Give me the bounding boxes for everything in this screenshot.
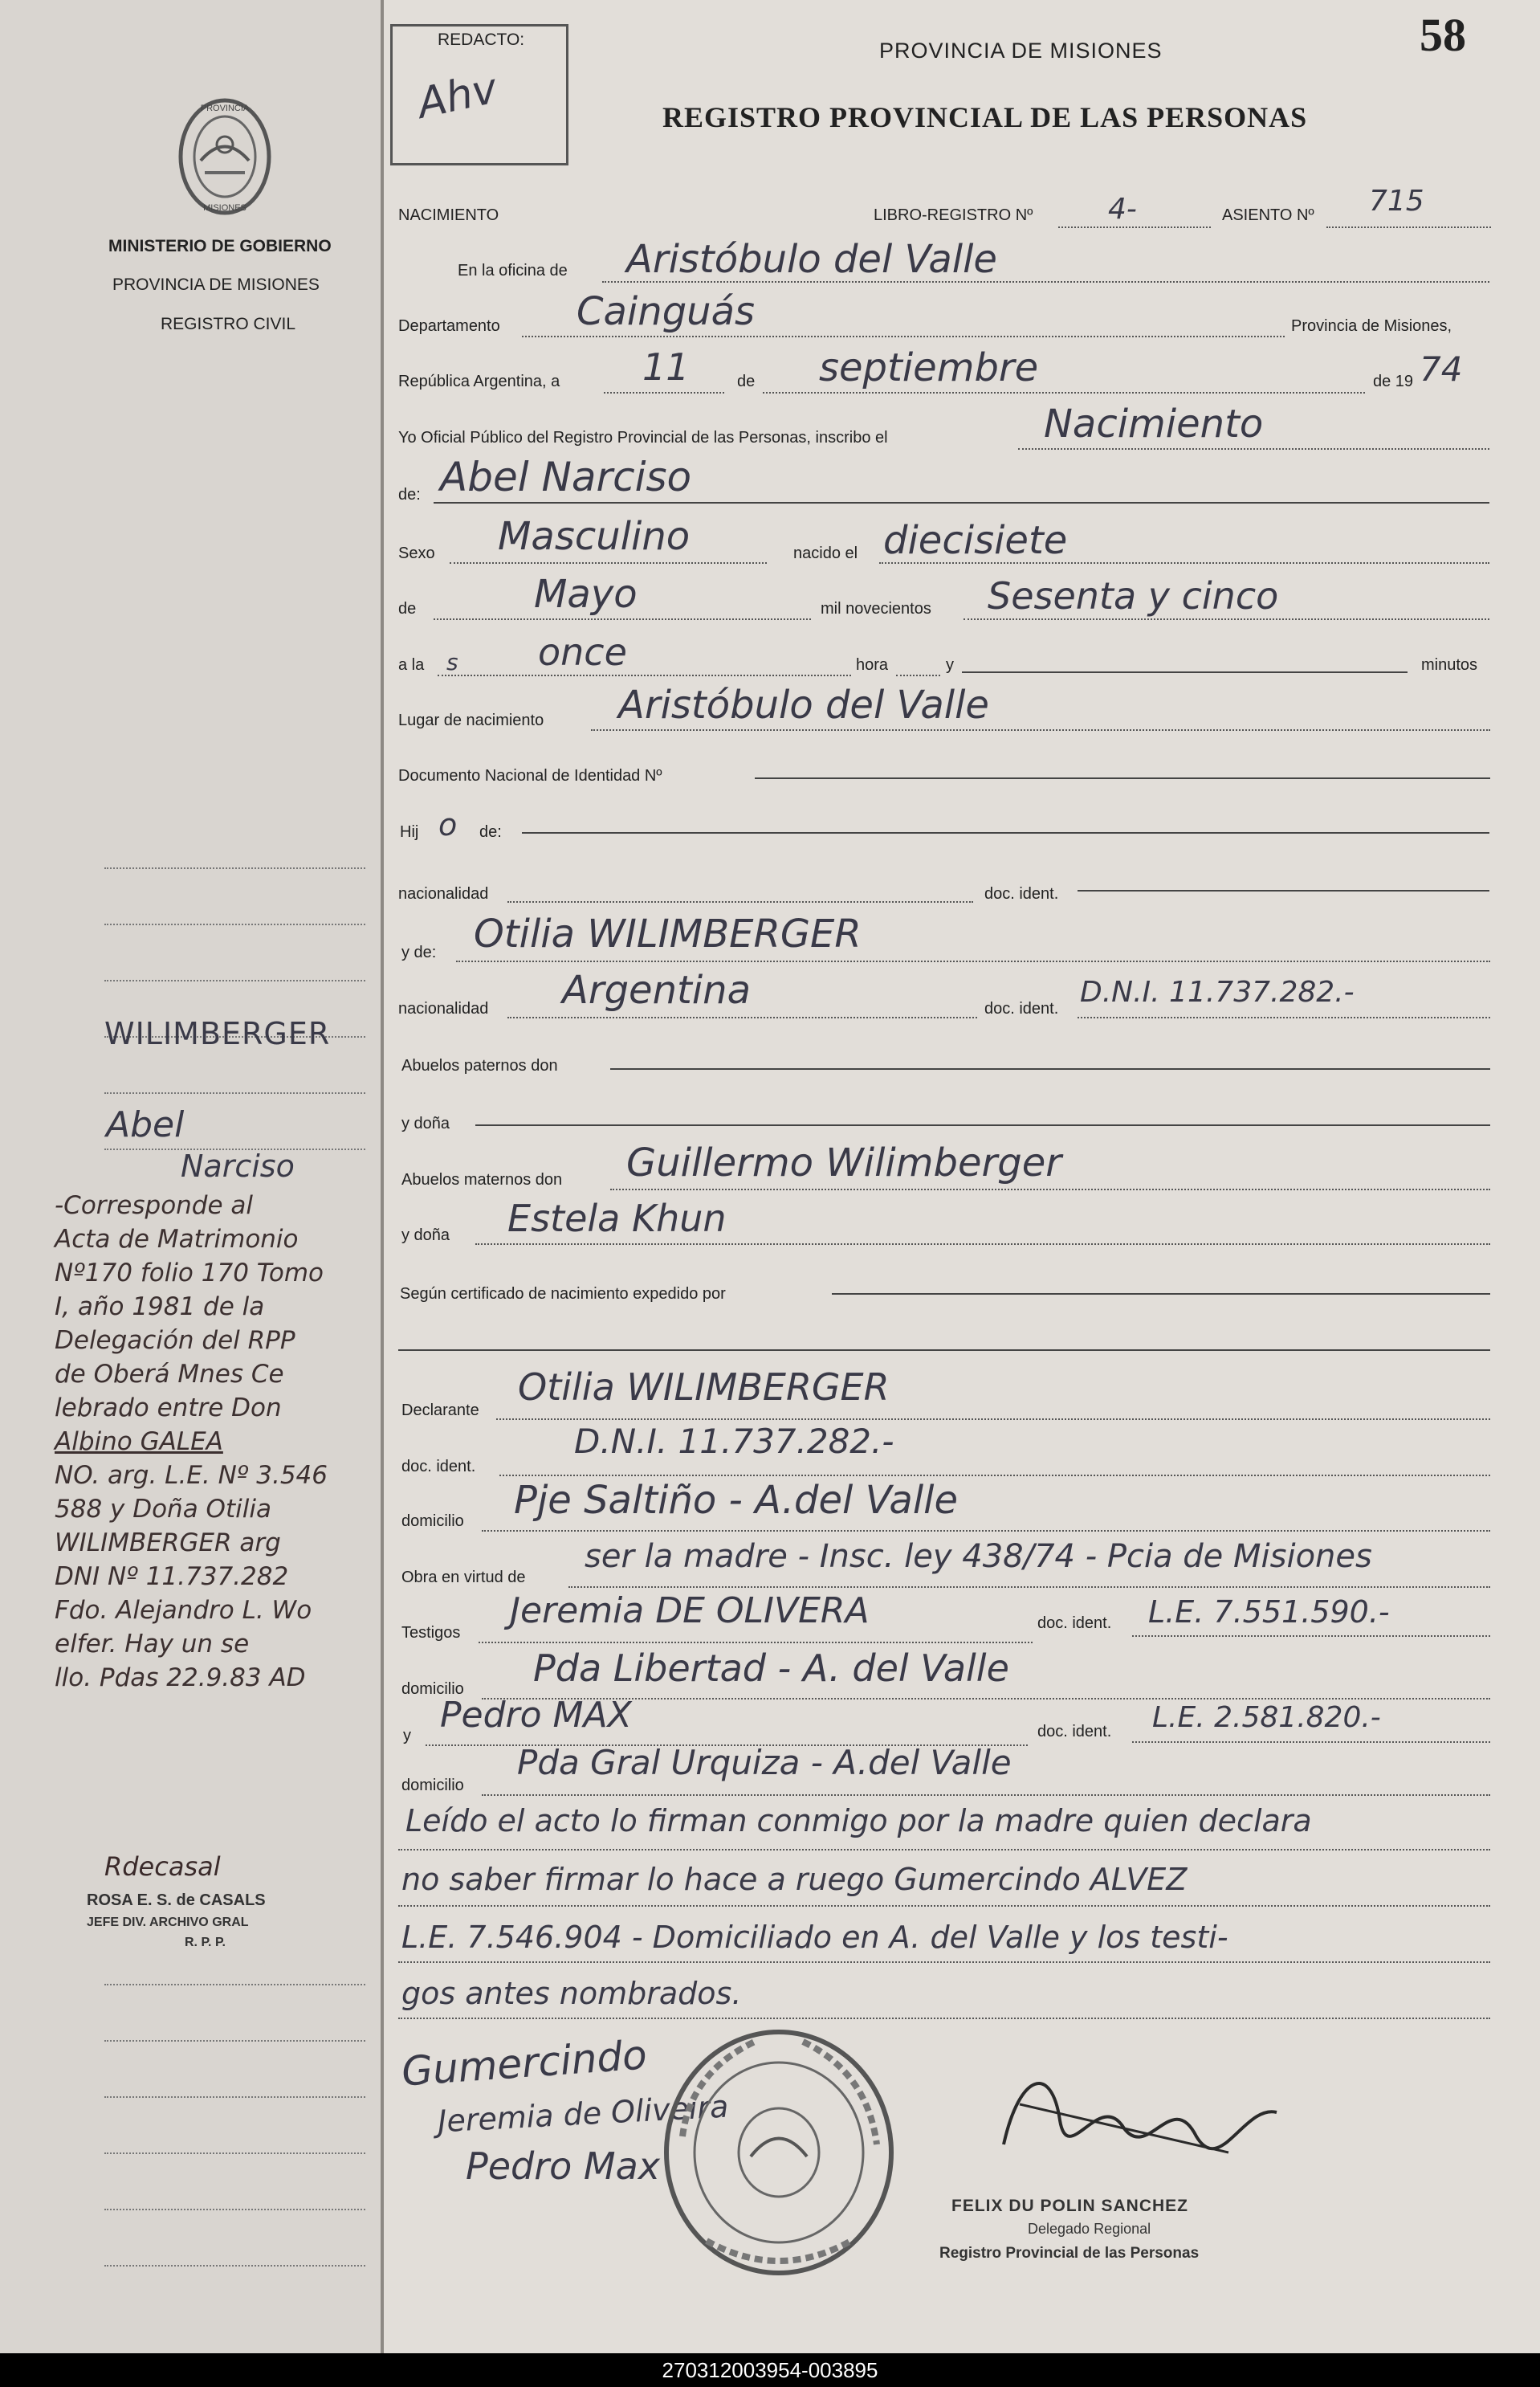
doc-ident5-line <box>1132 1741 1490 1743</box>
official-round-seal <box>658 2024 899 2281</box>
obra-label: Obra en virtud de <box>401 1569 526 1586</box>
mil-label: mil novecientos <box>821 600 931 618</box>
footer-id-bar: 270312003954-003895 <box>0 2353 1540 2387</box>
sexo-value: Masculino <box>498 514 691 559</box>
margin-note-line: Nº170 folio 170 Tomo <box>55 1259 324 1287</box>
departamento-label: Departamento <box>398 317 500 335</box>
doc-ident5-value: L.E. 2.581.820.- <box>1152 1701 1381 1734</box>
nacido-label: nacido el <box>793 545 858 562</box>
oficina-label: En la oficina de <box>458 262 568 280</box>
domicilio1-value: Pje Saltiño - A.del Valle <box>514 1478 959 1523</box>
madre-line <box>456 961 1490 962</box>
margin-note-line: Acta de Matrimonio <box>55 1225 299 1254</box>
declarante-label: Declarante <box>401 1402 479 1419</box>
asiento-label: ASIENTO Nº <box>1222 206 1314 224</box>
margin-note-line: Fdo. Alejandro L. Wo <box>55 1596 312 1625</box>
abuelos-pat-label: Abuelos paternos don <box>401 1057 558 1075</box>
signature-pedro: Pedro Max <box>466 2144 661 2188</box>
domicilio3-label: domicilio <box>401 1777 464 1794</box>
dia-value: 11 <box>642 345 690 389</box>
official-title2: Registro Provincial de las Personas <box>939 2245 1200 2262</box>
signature-gumercindo: Gumercindo <box>400 2031 649 2095</box>
ydona1-label: y doña <box>401 1115 450 1132</box>
coat-of-arms-seal <box>169 88 281 225</box>
yde-label: y de: <box>401 944 437 961</box>
segun-label: Según certificado de nacimiento expedido por <box>400 1285 726 1303</box>
nacionalidad2-line <box>507 1017 977 1018</box>
doc-ident4-value: L.E. 7.551.590.- <box>1148 1594 1390 1630</box>
libro-line <box>1058 226 1211 228</box>
hora-line <box>438 675 851 676</box>
mes-nac-value: Mayo <box>534 572 638 617</box>
doc-ident3-label: doc. ident. <box>401 1458 476 1475</box>
domicilio3-value: Pda Gral Urquiza - A.del Valle <box>517 1743 1012 1782</box>
inscribo-line <box>1018 448 1489 450</box>
testigo2-value: Pedro MAX <box>440 1695 632 1736</box>
margin-note <box>55 1189 392 1695</box>
doc-ident5-label: doc. ident. <box>1037 1723 1112 1740</box>
margin-line <box>104 2152 365 2154</box>
abuela-mat-value: Estela Khun <box>507 1197 727 1240</box>
doc-ident2-value: D.N.I. 11.737.282.- <box>1080 976 1355 1009</box>
segun-line2 <box>398 1349 1490 1351</box>
doc-ident3-line <box>499 1475 1490 1476</box>
republica-label: República Argentina, a <box>398 373 560 390</box>
abuela-mat-line <box>475 1243 1490 1245</box>
margin-note-line: elfer. Hay un se <box>55 1630 250 1659</box>
margin-note-line: de Oberá Mnes Ce <box>55 1360 284 1389</box>
nombre-value: Abel Narciso <box>440 454 692 500</box>
testigo1-line <box>479 1642 1033 1643</box>
registry-title: REGISTRO PROVINCIAL DE LAS PERSONAS <box>662 101 1308 133</box>
asiento-value: 715 <box>1369 185 1424 218</box>
observ-line3 <box>398 1961 1490 1963</box>
margin-note-line: Albino GALEA <box>55 1427 223 1456</box>
padre-line <box>522 832 1489 834</box>
official-name: FELIX DU POLIN SANCHEZ <box>951 2197 1189 2215</box>
margin-line <box>104 980 365 981</box>
yo-oficial-label: Yo Oficial Público del Registro Provincial de las Personas, inscribo el <box>398 429 888 447</box>
libro-label: LIBRO-REGISTRO Nº <box>874 206 1033 224</box>
domicilio2-line <box>482 1698 1490 1699</box>
registro-civil-label: REGISTRO CIVIL <box>161 315 296 333</box>
mes-nac-line <box>434 618 811 620</box>
obra-value: ser la madre - Insc. ley 438/74 - Pcia de Misiones <box>585 1538 1372 1575</box>
redacto-signature: Ahv <box>413 64 502 129</box>
signature-jeremia: Jeremia de Oliveira <box>437 2088 730 2140</box>
de3-label: de <box>398 600 417 618</box>
doc-ident2-label: doc. ident. <box>984 1000 1059 1018</box>
observ-text2: no saber firmar lo hace a ruego Gumercindo ALVEZ <box>401 1862 1188 1897</box>
minutos-line <box>962 671 1408 673</box>
doc-ident4-line <box>1132 1635 1490 1637</box>
anio-value: 74 <box>1420 349 1463 389</box>
margin-line <box>104 2209 365 2210</box>
segun-line <box>832 1293 1490 1295</box>
margin-note-line: DNI Nº 11.737.282 <box>55 1562 289 1591</box>
abuela-pat-line <box>475 1124 1490 1126</box>
dni-label: Documento Nacional de Identidad Nº <box>398 767 662 785</box>
obra-line <box>568 1586 1490 1588</box>
official-title1: Delegado Regional <box>1028 2221 1151 2237</box>
doc-ident3-value: D.N.I. 11.737.282.- <box>574 1422 894 1461</box>
de-label: de <box>737 373 756 390</box>
observ-text1: Leído el acto lo firman conmigo por la madre quien declara <box>405 1803 1312 1838</box>
margin-line <box>104 2040 365 2042</box>
doc-ident1-label: doc. ident. <box>984 885 1059 903</box>
nacido-value: diecisiete <box>883 518 1068 563</box>
abuelo-pat-line <box>610 1068 1490 1070</box>
observ-line2 <box>398 1905 1490 1907</box>
domicilio2-value: Pda Libertad - A. del Valle <box>533 1646 1009 1690</box>
margin-divider <box>381 0 384 2353</box>
observ-line4 <box>398 2018 1490 2019</box>
ministry-label: MINISTERIO DE GOBIERNO <box>108 237 332 255</box>
hijo-label: Hij <box>400 823 419 841</box>
margin-note-line: 588 y Doña Otilia <box>55 1495 271 1524</box>
departamento-line <box>522 336 1285 337</box>
hora-value: once <box>538 630 627 674</box>
nacionalidad1-label: nacionalidad <box>398 885 489 903</box>
abuelos-mat-label: Abuelos maternos don <box>401 1171 563 1189</box>
hora-label: hora <box>856 656 889 674</box>
abuelo-mat-line <box>610 1189 1490 1190</box>
archive-stamp-line2: JEFE DIV. ARCHIVO GRAL <box>87 1916 249 1929</box>
hora-dots <box>896 675 940 676</box>
testigo1-value: Jeremia DE OLIVERA <box>510 1590 870 1631</box>
lugar-label: Lugar de nacimiento <box>398 712 544 729</box>
margin-name2: Narciso <box>181 1149 295 1184</box>
lugar-value: Aristóbulo del Valle <box>618 683 989 728</box>
anio-label: de 19 <box>1373 373 1414 390</box>
y-label: y <box>946 656 954 674</box>
provincia-label: Provincia de Misiones, <box>1291 317 1452 335</box>
page-number: 58 <box>1420 9 1466 61</box>
margin-signature: Rdecasal <box>104 1851 221 1882</box>
margin-line <box>104 2265 365 2267</box>
mes-line <box>763 392 1365 394</box>
departamento-value: Cainguás <box>576 289 755 334</box>
anio-nac-line <box>964 618 1489 620</box>
de2-label: de: <box>398 486 421 504</box>
a-las-label: a la <box>398 656 425 674</box>
inscribo-value: Nacimiento <box>1044 402 1264 447</box>
observ-line1 <box>398 1849 1490 1850</box>
margin-line <box>104 924 365 925</box>
a-las-suffix: s <box>446 649 458 675</box>
anio-nac-value: Sesenta y cinco <box>988 574 1279 618</box>
nacimiento-label: NACIMIENTO <box>398 206 499 224</box>
hijo-suffix: o <box>438 807 458 843</box>
domicilio2-label: domicilio <box>401 1680 464 1698</box>
margin-line <box>104 867 365 869</box>
nacionalidad1-line <box>507 901 973 903</box>
redacto-label: REDACTO: <box>438 31 525 49</box>
hijo-de-label: de: <box>479 823 502 841</box>
y2-label: y <box>403 1727 411 1744</box>
minutos-label: minutos <box>1421 656 1478 674</box>
margin-note-line: WILIMBERGER arg <box>55 1528 281 1557</box>
margin-note-line: lebrado entre Don <box>55 1393 282 1422</box>
margin-line <box>104 1092 365 1094</box>
margin-surname: WILIMBERGER <box>104 1016 331 1051</box>
domicilio1-line <box>482 1530 1490 1532</box>
nacionalidad2-value: Argentina <box>562 968 751 1013</box>
doc-ident1-line <box>1078 890 1489 892</box>
margin-note-line: llo. Pdas 22.9.83 AD <box>55 1663 306 1692</box>
testigos-label: Testigos <box>401 1624 461 1642</box>
mes-value: septiembre <box>819 345 1039 390</box>
seal-text-top: PROVINCIA <box>200 104 250 113</box>
margin-line <box>104 2096 365 2098</box>
observ-text3: L.E. 7.546.904 - Domiciliado en A. del Valle y los testi- <box>401 1920 1228 1955</box>
margin-name1: Abel <box>106 1104 185 1145</box>
margin-note-line: NO. arg. L.E. Nº 3.546 <box>55 1461 328 1490</box>
dni-line <box>755 777 1490 779</box>
nombre-line <box>434 502 1489 504</box>
oficina-value: Aristóbulo del Valle <box>626 237 997 282</box>
lugar-line <box>591 729 1490 731</box>
margin-note-line: I, año 1981 de la <box>55 1292 265 1321</box>
abuelo-mat-value: Guillermo Wilimberger <box>626 1140 1061 1185</box>
domicilio1-label: domicilio <box>401 1512 464 1530</box>
seal-text-bottom: MISIONES <box>203 203 246 213</box>
archive-stamp-line3: R. P. P. <box>185 1936 226 1949</box>
doc-ident2-line <box>1078 1017 1490 1018</box>
ydona2-label: y doña <box>401 1226 450 1244</box>
province-header: PROVINCIA DE MISIONES <box>879 39 1163 63</box>
margin-line <box>104 1984 365 1985</box>
sexo-label: Sexo <box>398 545 435 562</box>
madre-value: Otilia WILIMBERGER <box>474 912 862 957</box>
declarante-line <box>496 1418 1490 1420</box>
province-label-left: PROVINCIA DE MISIONES <box>112 275 320 294</box>
margin-note-line: -Corresponde al <box>55 1191 254 1220</box>
doc-ident4-label: doc. ident. <box>1037 1614 1112 1632</box>
sexo-line <box>450 562 767 564</box>
asiento-line <box>1326 226 1491 228</box>
observ-text4: gos antes nombrados. <box>401 1976 742 2011</box>
archive-stamp-line1: ROSA E. S. de CASALS <box>87 1891 266 1909</box>
declarante-value: Otilia WILIMBERGER <box>518 1365 890 1409</box>
libro-value: 4- <box>1108 193 1137 226</box>
nacionalidad2-label: nacionalidad <box>398 1000 489 1018</box>
domicilio3-line <box>482 1794 1490 1796</box>
margin-note-line: Delegación del RPP <box>55 1326 295 1355</box>
dia-line <box>604 392 724 394</box>
